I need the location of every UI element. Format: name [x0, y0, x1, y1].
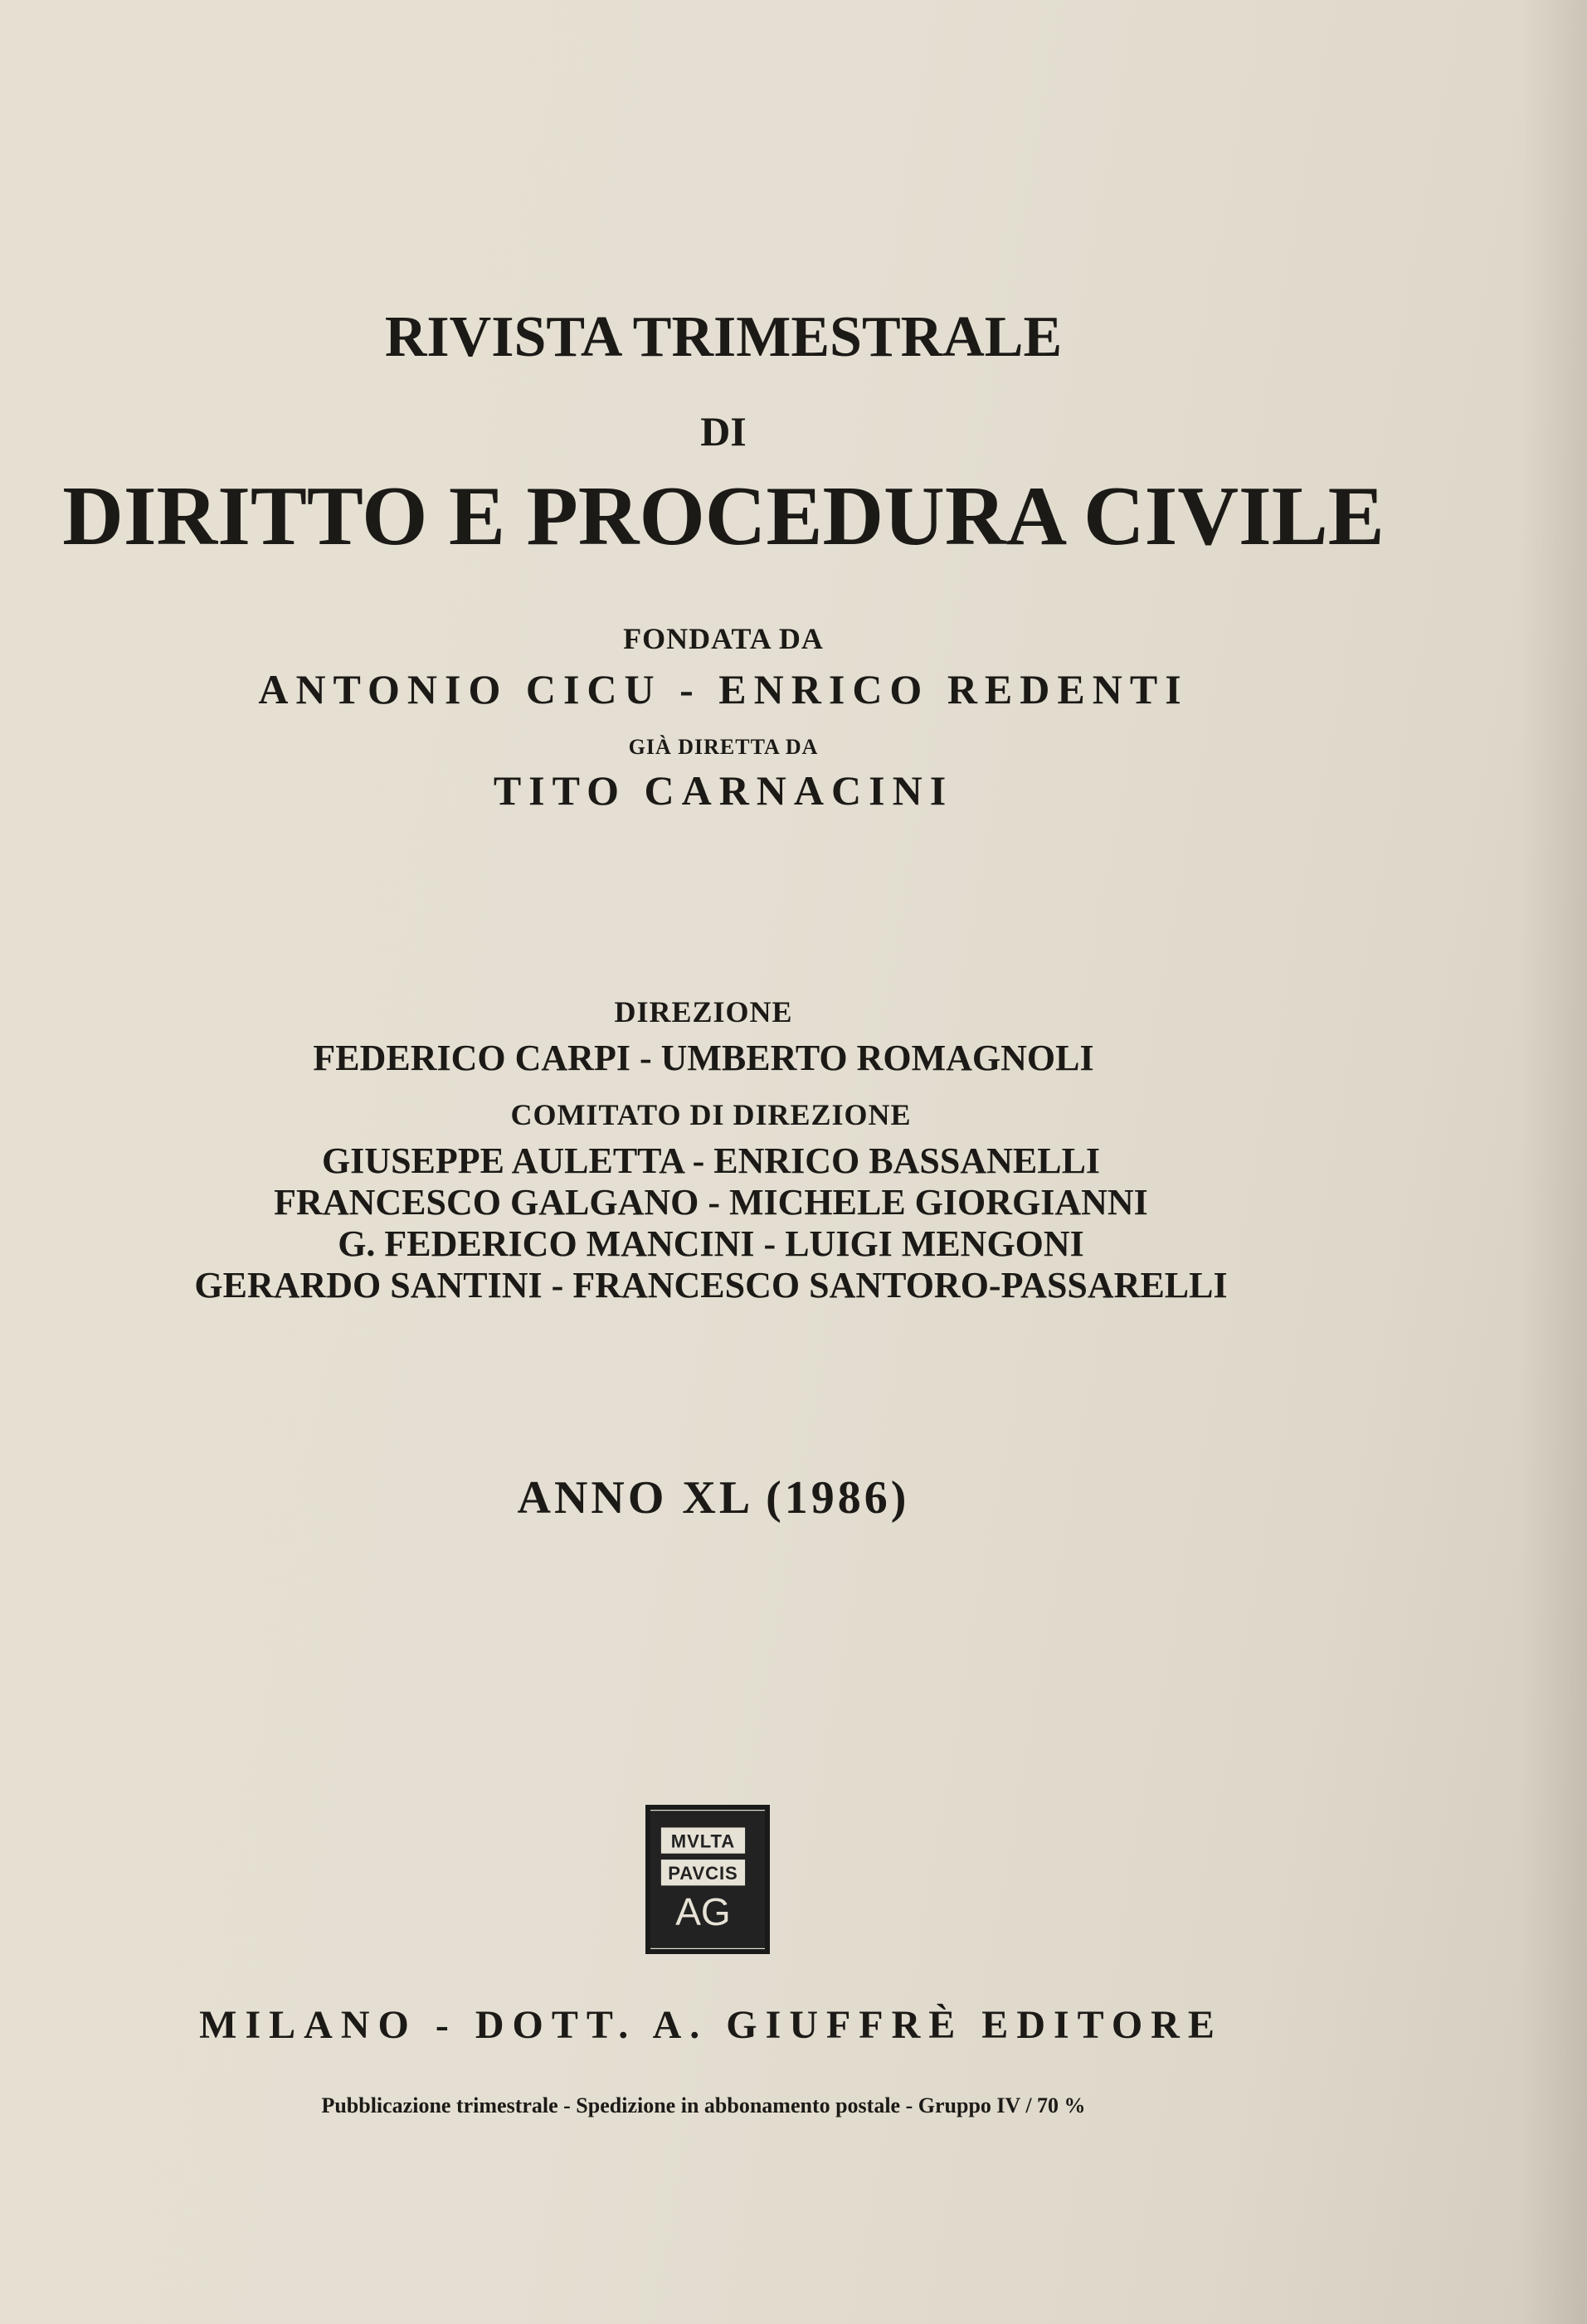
publisher-logo [645, 1805, 770, 1954]
publisher-imprint: MILANO - DOTT. A. GIUFFRÈ EDITORE [199, 2003, 1223, 2047]
journal-title: DIRITTO E PROCEDURA CIVILE [62, 469, 1385, 563]
committee-row: GERARDO SANTINI - FRANCESCO SANTORO-PASSARELLI [194, 1265, 1228, 1305]
committee-row: FRANCESCO GALGANO - MICHELE GIORGIANNI [274, 1182, 1148, 1223]
masthead-line-1: RIVISTA TRIMESTRALE [384, 305, 1063, 369]
committee-row: G. FEDERICO MANCINI - LUIGI MENGONI [338, 1223, 1084, 1264]
former-director-label: GIÀ DIRETTA DA [628, 735, 819, 759]
volume-year: ANNO XL (1986) [517, 1472, 910, 1524]
logo-text-multa: MVLTA [670, 1831, 736, 1852]
committee-row: GIUSEPPE AULETTA - ENRICO BASSANELLI [321, 1140, 1101, 1181]
logo-text-paucis: PAVCIS [668, 1863, 738, 1884]
masthead-line-2: DI [700, 408, 747, 455]
former-director-name: TITO CARNACINI [493, 767, 954, 814]
committee-label: COMITATO DI DIREZIONE [510, 1098, 912, 1131]
director-names: FEDERICO CARPI - UMBERTO ROMAGNOLI [313, 1038, 1094, 1078]
postal-footnote: Pubblicazione trimestrale - Spedizione in abbonamento postale - Gruppo IV / 70 % [321, 2093, 1086, 2117]
logo-text-ag: AG [675, 1890, 731, 1934]
founder-names: ANTONIO CICU - ENRICO REDENTI [258, 666, 1189, 712]
direction-label: DIREZIONE [614, 995, 793, 1028]
founded-by-label: FONDATA DA [623, 622, 824, 655]
